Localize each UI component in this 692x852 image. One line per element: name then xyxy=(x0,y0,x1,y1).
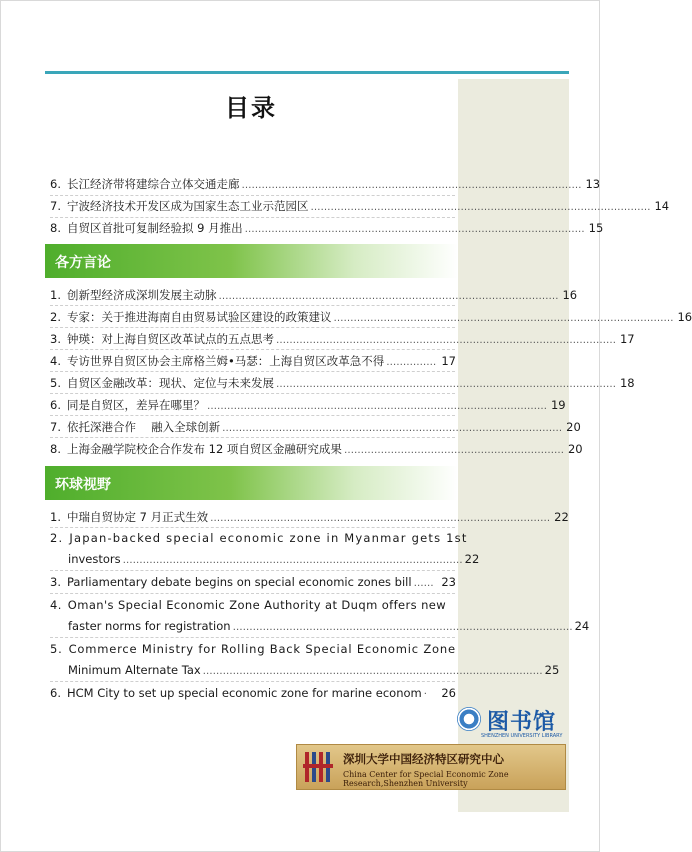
divider xyxy=(50,327,455,328)
divider xyxy=(50,217,455,218)
toc-item[interactable]: 5. 自贸区金融改革：现状、定位与未来发展 ………………………………………………………………………………………… 18 xyxy=(50,376,635,390)
toc-item[interactable]: 5. Commerce Ministry for Rolling Back Special Economic Zone xyxy=(50,642,456,656)
divider xyxy=(50,393,455,394)
toc-item-continuation[interactable]: Minimum Alternate Tax ………………………………………………………………………………………… 25 xyxy=(68,663,560,677)
library-logo: 图书馆 SHENZHEN UNIVERSITY LIBRARY xyxy=(457,705,563,741)
library-seal-icon xyxy=(457,707,481,731)
research-center-logo: 深圳大学中国经济特区研究中心 China Center for Special Economic Zone Research,Shenzhen University xyxy=(296,744,566,790)
divider xyxy=(50,570,455,571)
toc-item[interactable]: 7. 宁波经济技术开发区成为国家生态工业示范园区 ………………………………………………………………………………………… 14 xyxy=(50,199,670,213)
top-rule xyxy=(45,71,569,74)
divider xyxy=(50,593,455,594)
toc-item[interactable]: 8. 上海金融学院校企合作发布 12 项自贸区金融研究成果 ………………………………………………………… 20 xyxy=(50,442,583,456)
toc-item[interactable]: 7. 依托深港合作 融入全球创新 ………………………………………………………………………………………… 20 xyxy=(50,420,581,434)
divider xyxy=(50,305,455,306)
research-center-emblem-icon xyxy=(303,749,337,785)
divider xyxy=(50,371,455,372)
toc-item[interactable]: 4. Oman's Special Economic Zone Authority at Duqm offers new xyxy=(50,598,447,612)
divider xyxy=(50,681,455,682)
divider xyxy=(50,195,455,196)
toc-item-continuation[interactable]: investors ………………………………………………………………………………………… 22 xyxy=(68,552,480,566)
toc-item[interactable]: 6. HCM City to set up special economic zone for marine econom · 26 xyxy=(50,686,456,700)
section-header-views: 各方言论 xyxy=(45,244,458,278)
divider xyxy=(50,415,455,416)
toc-item[interactable]: 4. 专访世界自贸区协会主席格兰姆•马瑟：上海自贸区改革急不得 …………… 17 xyxy=(50,354,456,368)
toc-item[interactable]: 3. Parliamentary debate begins on special economic zones bill …… 23 xyxy=(50,575,456,589)
divider xyxy=(50,349,455,350)
toc-item[interactable]: 1. 中瑞自贸协定 7 月正式生效 ………………………………………………………………………………………… 22 xyxy=(50,510,569,524)
toc-item[interactable]: 6. 同是自贸区，差异在哪里？ ………………………………………………………………………………………… 19 xyxy=(50,398,566,412)
toc-item[interactable]: 3. 钟瑛：对上海自贸区改革试点的五点思考 ………………………………………………………………………………………… 17 xyxy=(50,332,635,346)
toc-item[interactable]: 6. 长江经济带将建综合立体交通走廊 ………………………………………………………………………………………… 13 xyxy=(50,177,601,191)
divider xyxy=(50,527,455,528)
page-title: 目录 xyxy=(225,94,277,122)
toc-item[interactable]: 1. 创新型经济成深圳发展主动脉 ………………………………………………………………………………………… 16 xyxy=(50,288,578,302)
toc-item[interactable]: 2. Japan-backed special economic zone in Myanmar gets 1st xyxy=(50,531,468,545)
toc-item-continuation[interactable]: faster norms for registration ………………………………………………………………………………………… 24 xyxy=(68,619,590,633)
toc-item[interactable]: 2. 专家：关于推进海南自由贸易试验区建设的政策建议 ………………………………………………………………………………………… 16 xyxy=(50,310,692,324)
divider xyxy=(50,637,455,638)
divider xyxy=(50,437,455,438)
toc-item[interactable]: 8. 自贸区首批可复制经验拟 9 月推出 ………………………………………………………………………………………… 15 xyxy=(50,221,604,235)
section-header-global: 环球视野 xyxy=(45,466,458,500)
